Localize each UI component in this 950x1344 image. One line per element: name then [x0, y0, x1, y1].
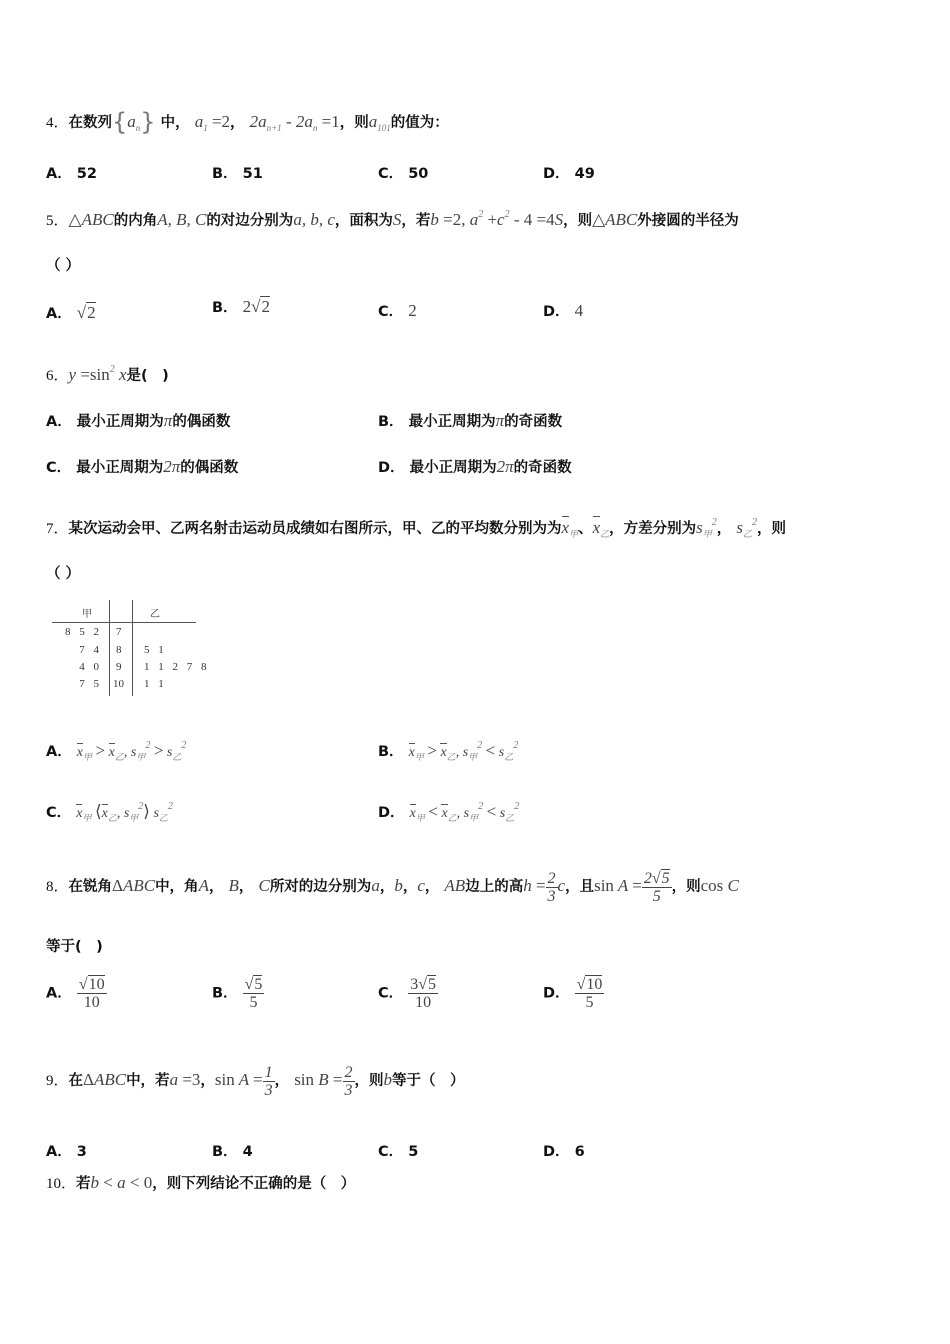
q7-text: ， — [716, 521, 732, 537]
math-var-yi: $s_乙^2$ — [736, 517, 757, 539]
math-sides: a, b, c — [293, 210, 335, 229]
option-label: C． — [378, 304, 404, 320]
q4-text: 在数列 — [68, 115, 113, 131]
question-number: 8． — [46, 879, 69, 895]
math-sides: a — [371, 876, 380, 895]
plot-leaves-yi: 5 1 — [144, 644, 167, 656]
math-side-ab: AB — [444, 876, 466, 895]
q4-text: 的值为： — [390, 115, 449, 131]
q4-option-a[interactable] — [46, 162, 97, 183]
math-height: h = $\frac{2}{3}$ c — [523, 869, 566, 905]
question-number: 9． — [46, 1073, 69, 1089]
fraction-numerator: 10 — [586, 976, 603, 993]
option-text: 51 — [242, 166, 263, 182]
math-expression: $x_甲$ $⟨x_乙$, $s_甲^2⟩$ $s_乙^2$ — [76, 801, 173, 823]
math-sinB: sin B = $\frac{2}{3}$ — [294, 1063, 353, 1099]
q6-option-b[interactable] — [378, 410, 562, 431]
option-label: A． — [46, 1144, 72, 1160]
q6-option-c[interactable] — [46, 456, 238, 477]
plot-stem: 10 — [113, 678, 124, 690]
math-triangle-abc: △ABC — [68, 210, 114, 229]
question-number: 7． — [46, 521, 69, 537]
option-label: D． — [378, 460, 405, 476]
math-a1: $a_1 =2$ — [194, 112, 231, 133]
math-a101: $a_{101}$ — [368, 112, 391, 133]
math-angles: A — [198, 876, 209, 895]
math-triangle-abc: ΔABC — [112, 876, 156, 895]
option-text: 4 — [242, 1144, 253, 1160]
question-number: 4． — [46, 115, 69, 131]
plot-header-jia: 甲 — [82, 609, 92, 620]
q8-option-c[interactable] — [378, 976, 438, 1011]
fraction-denominator: 10 — [415, 994, 432, 1011]
option-value: 4 — [574, 301, 584, 320]
q8-text: ，则 — [671, 879, 701, 895]
q5-text: ，则 — [563, 213, 593, 229]
option-value: 2 — [408, 301, 417, 320]
q9-option-c[interactable] — [378, 1140, 418, 1161]
q7-option-b[interactable] — [378, 740, 518, 763]
math-period: π — [495, 411, 505, 430]
option-label: D． — [543, 304, 570, 320]
math-period: π — [163, 411, 173, 430]
plot-leaves-yi: 1 1 2 7 8 — [144, 661, 210, 673]
q4-option-b[interactable] — [212, 162, 263, 183]
q5-option-b[interactable] — [212, 296, 270, 317]
option-text: 6 — [574, 1144, 585, 1160]
math-a: a =3 — [169, 1070, 201, 1089]
question-5 — [46, 205, 910, 231]
question-number: 6． — [46, 368, 69, 384]
option-text: 5 — [408, 1144, 419, 1160]
q5-text: ，面积为 — [334, 213, 393, 229]
option-label: A． — [46, 166, 72, 182]
plot-row — [50, 661, 210, 679]
option-label: A． — [46, 306, 72, 322]
math-mean-jia: $x_甲$ — [561, 518, 579, 539]
math-inequality: b < a < 0 — [90, 1173, 153, 1192]
q10-text: ，则下列结论不正确的是（ ） — [152, 1176, 356, 1192]
stem-leaf-plot — [50, 598, 210, 702]
q8-text: 所对的边分别为 — [269, 879, 372, 895]
math-sqrt2: √2 — [76, 303, 96, 322]
math-sinA: sin A = $\frac{1}{3}$ — [214, 1063, 273, 1099]
q5-text: 的对边分别为 — [206, 213, 294, 229]
option-text: 的奇函数 — [504, 414, 563, 430]
math-triangle-abc: ΔABC — [83, 1070, 127, 1089]
fraction-denominator: 10 — [83, 994, 100, 1011]
math-expression: $x_甲 > x_乙$, $s_甲^2 > s_乙^2$ — [76, 740, 187, 762]
plot-stem: 7 — [116, 626, 122, 638]
q8-text: ，且 — [565, 879, 595, 895]
q9-option-d[interactable] — [543, 1140, 585, 1161]
option-text: 3 — [76, 1144, 87, 1160]
q9-option-a[interactable] — [46, 1140, 87, 1161]
option-label: A． — [46, 985, 72, 1002]
plot-stem: 9 — [116, 661, 122, 673]
q7-option-a[interactable] — [46, 740, 186, 763]
q8-text: 等于( ) — [46, 939, 103, 955]
q8-line2 — [46, 937, 910, 957]
option-label: C． — [46, 805, 72, 821]
q9-text: 在 — [68, 1073, 84, 1089]
math-fraction: $\frac{√10}{5}$ — [576, 976, 603, 1011]
q4-text: ， — [230, 115, 245, 131]
option-label: A． — [46, 744, 72, 760]
question-10 — [46, 1173, 910, 1194]
option-label: C． — [378, 985, 404, 1002]
q7-text: ，则 — [756, 521, 786, 537]
math-2sqrt2: 2√2 — [242, 297, 270, 316]
option-label: B． — [378, 744, 404, 760]
option-text: 49 — [574, 166, 595, 182]
question-4: 4．在数列$\{a_n\}$ 中， $a_1 =2$， $2a_{n+1} - 2a_n =1$，则$a_{101}$的值为： — [46, 108, 449, 136]
plot-leaves-jia: 8 5 2 — [65, 626, 102, 638]
q4-option-d[interactable] — [543, 162, 595, 183]
option-text: 的偶函数 — [180, 460, 239, 476]
math-mean-yi: $x_乙$ — [592, 518, 610, 539]
q9-text: 等于（ ） — [392, 1073, 465, 1089]
plot-row — [50, 678, 210, 696]
option-label: B． — [378, 414, 404, 430]
q6-option-d[interactable] — [378, 456, 572, 477]
math-expression: $x_甲 < x_乙$, $s_甲^2 < s_乙^2$ — [409, 801, 520, 823]
math-period: 2π — [496, 457, 514, 476]
math-sinA: sin A = $\frac{2√5}{5}$ — [594, 869, 670, 905]
math-fraction: $\frac{3√5}{10}$ — [410, 976, 436, 1011]
math-angles: A, B, C — [157, 210, 207, 229]
option-label: B． — [212, 985, 238, 1002]
fraction-numerator: 10 — [88, 976, 105, 993]
plot-stem: 8 — [116, 644, 122, 656]
q5-option-d[interactable] — [543, 300, 583, 321]
question-6 — [46, 360, 910, 386]
plot-leaves-yi: 1 1 — [144, 678, 167, 690]
plot-divider — [52, 622, 196, 623]
q7-option-c[interactable] — [46, 801, 173, 824]
q10-text: 若 — [76, 1176, 91, 1192]
question-number: 5． — [46, 213, 69, 229]
fraction-denominator: 5 — [585, 994, 594, 1011]
math-function: $y =\sin^2$ x — [68, 364, 127, 384]
math-b: b — [383, 1070, 393, 1089]
q8-text: 中，角 — [155, 879, 199, 895]
option-label: D． — [378, 805, 405, 821]
plot-header-yi: 乙 — [150, 609, 160, 620]
option-text: 最小正周期为 — [76, 414, 164, 430]
option-label: C． — [378, 166, 404, 182]
math-triangle-abc: △ABC — [592, 210, 638, 229]
question-8: 8．在锐角ΔABC中，角A， B， C所对的边分别为a，b，c， AB边上的高h = $\frac{2}{3}$ c，且sin A = $\frac{2√5}{5}$ ，则cos C — [46, 869, 739, 905]
q8-option-b[interactable] — [212, 976, 264, 1011]
q4-option-c[interactable] — [378, 162, 428, 183]
math-condition: b =2, $a^2 +c^2 - 4 =4S$ — [430, 209, 564, 229]
q5-paren — [46, 256, 910, 276]
math-angles: B — [228, 876, 239, 895]
q6-option-a[interactable] — [46, 410, 230, 431]
q5-option-a[interactable] — [46, 302, 96, 323]
option-text: 最小正周期为 — [409, 460, 497, 476]
q8-text: 边上的高 — [465, 879, 524, 895]
math-angles: C — [258, 876, 270, 895]
plot-leaves-jia: 7 4 — [79, 644, 102, 656]
option-label: B． — [212, 166, 238, 182]
q5-text: 的内角 — [113, 213, 158, 229]
answer-paren: （ ） — [46, 258, 81, 274]
q7-option-d[interactable] — [378, 801, 519, 824]
option-label: C． — [46, 460, 72, 476]
q5-text: 外接圆的半径为 — [637, 213, 739, 229]
q8-text: 在锐角 — [68, 879, 113, 895]
option-text: 的偶函数 — [172, 414, 231, 430]
q7-paren — [46, 564, 910, 584]
answer-paren: （ ） — [46, 566, 81, 582]
option-text: 52 — [76, 166, 97, 182]
option-label: D． — [543, 1144, 570, 1160]
math-cosC: cos C — [700, 876, 739, 895]
question-number: 10． — [46, 1176, 77, 1192]
option-text: 50 — [408, 166, 429, 182]
option-label: A． — [46, 414, 72, 430]
q6-text: 是( ) — [126, 368, 169, 384]
q4-text: 中， — [160, 115, 190, 131]
option-label: B． — [212, 300, 238, 316]
option-text: 的奇函数 — [513, 460, 572, 476]
q7-text: ，方差分别为 — [609, 521, 697, 537]
q8-option-a[interactable] — [46, 976, 107, 1011]
math-recurrence: $2a_{n+1} - 2a_n =1$ — [249, 112, 340, 133]
math-fraction: $\frac{√10}{10}$ — [78, 976, 105, 1011]
q4-text: ，则 — [339, 115, 369, 131]
math-period: 2π — [163, 457, 181, 476]
q9-text: ，则 — [354, 1073, 384, 1089]
q9-option-b[interactable] — [212, 1140, 253, 1161]
q8-option-d[interactable] — [543, 976, 604, 1011]
option-label: C． — [378, 1144, 404, 1160]
fraction-denominator: 5 — [249, 994, 258, 1011]
option-label: B． — [212, 1144, 238, 1160]
math-expression: $x_甲 > x_乙$, $s_甲^2 < s_乙^2$ — [408, 740, 519, 762]
question-7 — [46, 513, 910, 544]
math-area: S — [392, 210, 402, 229]
q9-text: 中，若 — [126, 1073, 170, 1089]
option-label: D． — [543, 166, 570, 182]
q7-text: 、 — [578, 521, 593, 537]
q5-text: ，若 — [401, 213, 431, 229]
plot-row — [50, 644, 210, 662]
plot-leaves-jia: 4 0 — [79, 661, 102, 673]
math-var-jia: $s_甲^2$ — [696, 517, 717, 539]
fraction-numerator: 5 — [428, 976, 436, 993]
math-fraction: $\frac{√5}{5}$ — [244, 976, 263, 1011]
plot-row — [50, 626, 210, 644]
fraction-numerator: 5 — [254, 976, 263, 993]
q7-text: 某次运动会甲、乙两名射击运动员成绩如右图所示，甲、乙的平均数分别为为 — [68, 521, 562, 537]
option-label: D． — [543, 985, 570, 1002]
q5-option-c[interactable] — [378, 300, 417, 321]
option-text: 最小正周期为 — [408, 414, 496, 430]
option-text: 最小正周期为 — [76, 460, 164, 476]
plot-leaves-jia: 7 5 — [79, 678, 102, 690]
question-9: 9．在ΔABC中，若a =3，sin A = $\frac{1}{3}$ ， sin B = $\frac{2}{3}$ ，则b等于（ ） — [46, 1063, 465, 1099]
